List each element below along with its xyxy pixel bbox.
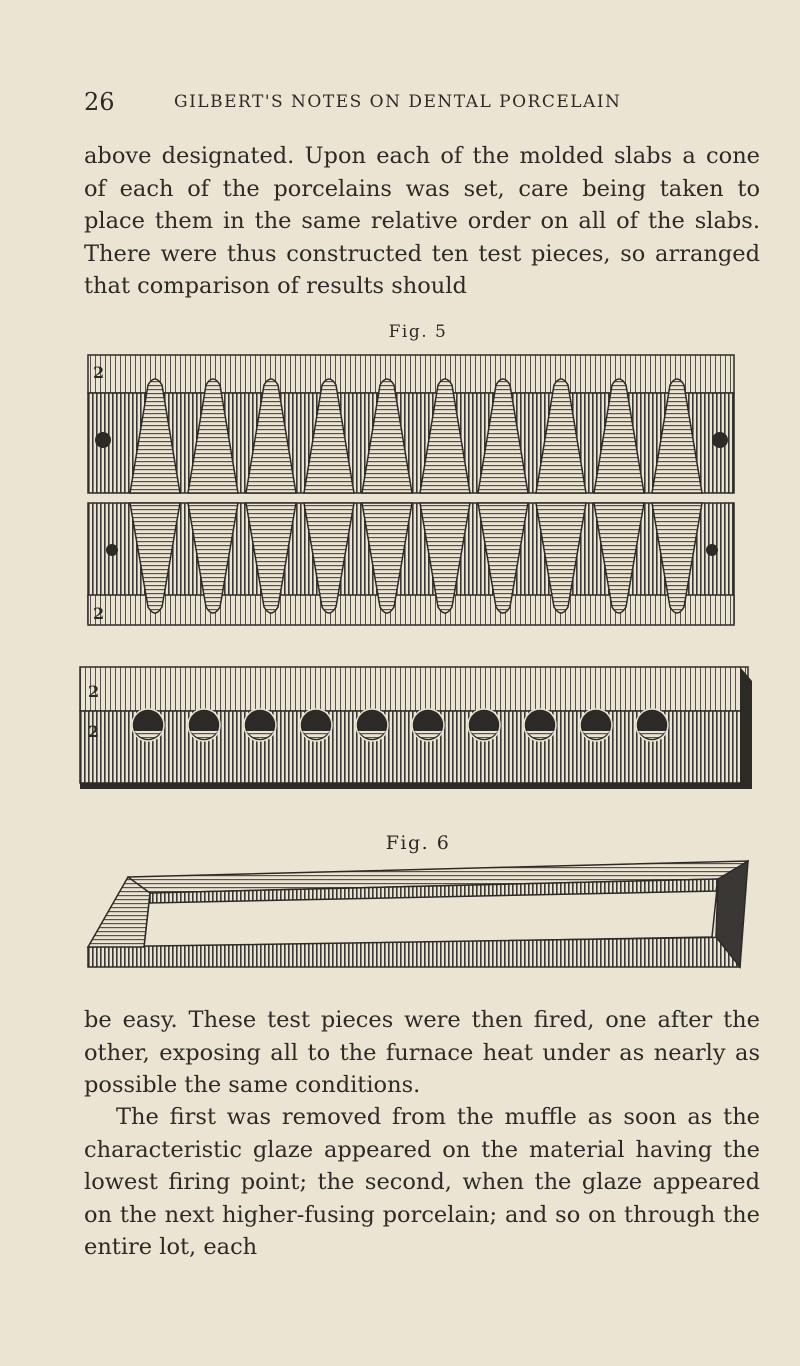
fig5-slab3-mark-top: 2 (88, 682, 100, 701)
fig5-slab-cones-up (88, 355, 734, 493)
fig5-illustration (0, 345, 800, 805)
paragraph-bottom-2: The first was removed from the muffle as soon as the characteristic glaze appeared on the material having the lowest firing point; the second, when the glaze appeared on the next higher-fusing porcelain; and so on through the entire lot, each (84, 1104, 760, 1260)
fig6-caption: Fig. 6 (385, 832, 451, 854)
paragraph-top: above designated. Upon each of the molded slabs a cone of each of the porcelains was set, care being taken to place them in the same relative order on all of the slabs. There were thus constructed ten test pieces, so arranged that comparison of results should (84, 143, 760, 299)
page-number: 26 (84, 88, 115, 116)
running-head: GILBERT'S NOTES ON DENTAL PORCELAIN (174, 92, 622, 112)
fig6-tray (88, 861, 748, 967)
fig5-slab2-mark: 2 (93, 604, 105, 623)
paragraph-bottom-1: be easy. These test pieces were then fired, one after the other, exposing all to the furnace heat under as nearly as possible the same conditions. (84, 1007, 760, 1098)
page-header (84, 88, 684, 118)
fig5-slab-cups (80, 667, 752, 789)
fig6-illustration (0, 855, 800, 995)
fig5-slab3-mark-bottom: 2 (88, 722, 100, 741)
fig5-slab1-mark: 2 (93, 363, 105, 382)
fig5-caption: Fig. 5 (388, 322, 448, 342)
fig5-slab-cones-down (88, 503, 734, 625)
